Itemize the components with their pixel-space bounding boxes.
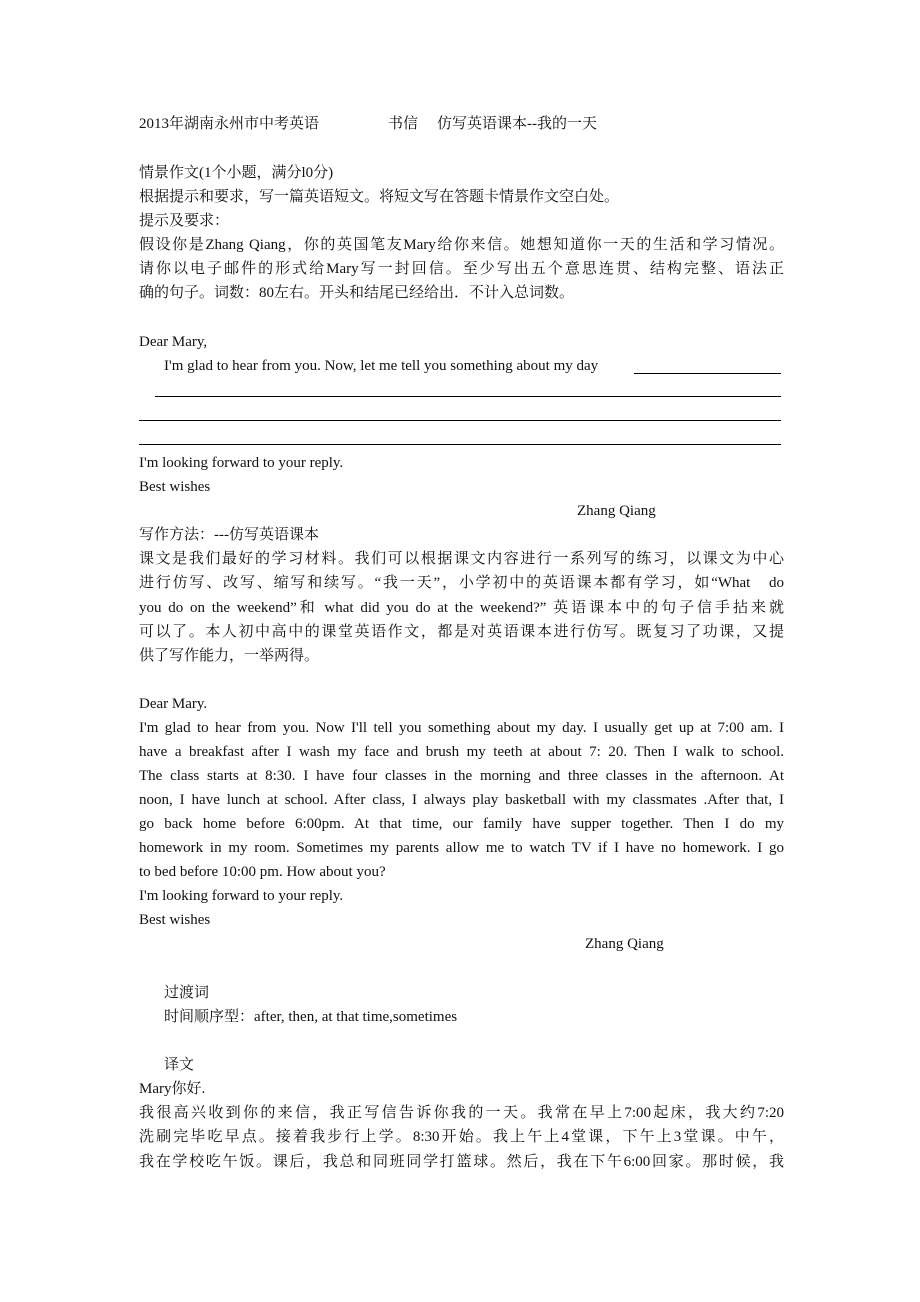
translation-line: 洗刷完毕吃早点。接着我步行上学。8:30开始。我上午上4堂课，下午上3堂课。中午， [139, 1129, 784, 1145]
requirements-line: 请你以电子邮件的形式给Mary写一封回信。至少写出五个意思连贯、结构完整、语法正 [139, 261, 784, 277]
method-line: 供了写作能力，一举两得。 [139, 648, 320, 664]
method-line: you do on the weekend”和 what did you do at the weekend?” 英语课本中的句子信手拈来就 [139, 600, 784, 616]
method-line: 进行仿写、改写、缩写和续写。“我一天”，小学初中的英语课本都有学习，如“What do [139, 575, 784, 591]
method-line: 课文是我们最好的学习材料。我们可以根据课文内容进行一系列写的练习，以课文为中心 [139, 551, 784, 567]
answer-blank-line [139, 420, 781, 421]
task-instruction: 根据提示和要求，写一篇英语短文。将短文写在答题卡情景作文空白处。 [139, 189, 620, 205]
sample-closing: I'm looking forward to your reply. [139, 888, 344, 904]
sample-body-line: noon, I have lunch at school. After class, I always play basketball with my classmates .After that, I [139, 792, 784, 808]
translation-heading: 译文 [164, 1057, 195, 1073]
answer-blank-line [155, 396, 781, 397]
sample-signature: Zhang Qiang [585, 936, 664, 952]
sample-body-line: The class starts at 8:30. I have four classes in the morning and three classes in the afternoon. At [139, 768, 784, 784]
template-closing: I'm looking forward to your reply. [139, 455, 344, 471]
template-opening: I'm glad to hear from you. Now, let me tell you something about my day [164, 358, 599, 374]
requirements-label: 提示及要求： [139, 213, 230, 229]
translation-salutation: Mary你好. [139, 1081, 206, 1097]
requirements-line: 确的句子。词数：80左右。开头和结尾已经给出．不计入总词数。 [139, 285, 575, 301]
template-closing: Best wishes [139, 479, 211, 495]
template-salutation: Dear Mary, [139, 334, 208, 350]
transitions-line: 时间顺序型：after, then, at that time,sometimes [164, 1009, 458, 1025]
document-topic: 仿写英语课本--我的一天 [437, 116, 597, 132]
sample-salutation: Dear Mary. [139, 696, 208, 712]
document-title: 2013年湖南永州市中考英语 [139, 116, 320, 132]
answer-blank-line [634, 373, 781, 374]
sample-body-line: to bed before 10:00 pm. How about you? [139, 864, 386, 880]
transitions-heading: 过渡词 [164, 985, 210, 1001]
sample-body-line: go back home before 6:00pm. At that time, our family have supper together. Then I do my [139, 816, 784, 832]
method-line: 可以了。本人初中高中的课堂英语作文，都是对英语课本进行仿写。既复习了功课，又提 [139, 624, 784, 640]
translation-line: 我在学校吃午饭。课后，我总和同班同学打篮球。然后，我在下午6:00回家。那时候，我 [139, 1154, 784, 1170]
translation-line: 我很高兴收到你的来信，我正写信告诉你我的一天。我常在早上7:00起床，我大约7:20 [139, 1105, 784, 1121]
sample-body-line: homework in my room. Sometimes my parents allow me to watch TV if I have no homework. I go [139, 840, 784, 856]
sample-body-line: I'm glad to hear from you. Now I'll tell you something about my day. I usually get up at 7:00 am. I [139, 720, 784, 736]
task-heading: 情景作文(1个小题，满分l0分) [139, 165, 334, 181]
method-heading: 写作方法：---仿写英语课本 [139, 527, 319, 543]
answer-blank-line [139, 444, 781, 445]
sample-closing: Best wishes [139, 912, 211, 928]
requirements-line: 假设你是Zhang Qiang，你的英国笔友Mary给你来信。她想知道你一天的生活和学习情况。 [139, 237, 784, 253]
template-signature: Zhang Qiang [577, 503, 656, 519]
sample-body-line: have a breakfast after I wash my face and brush my teeth at about 7: 20. Then I walk to school. [139, 744, 784, 760]
document-category: 书信 [388, 116, 419, 132]
